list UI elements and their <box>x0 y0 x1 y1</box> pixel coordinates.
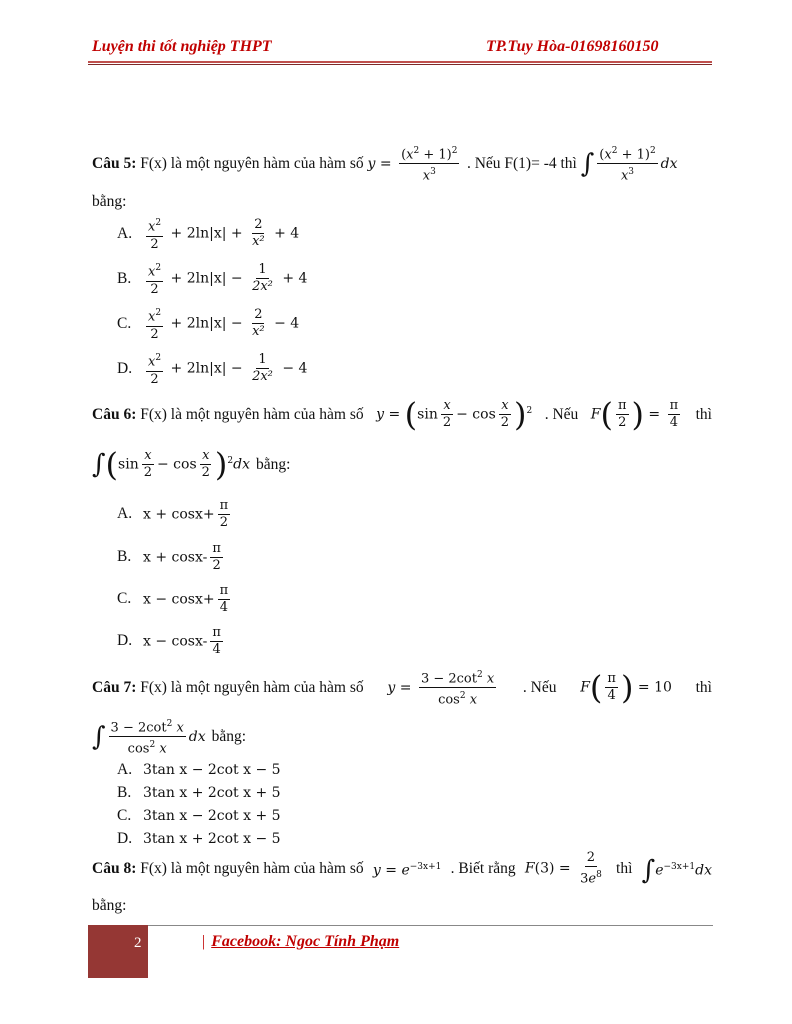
integral-formula: ∫(sin $\frac{x}{2}$ − cos $\frac{x}{2}$ )$^2$dx <box>92 445 250 484</box>
question-tail: bằng: <box>211 727 247 745</box>
function-formula: y = $\frac{3 - 2\cot^2 x}{\cos^2 x}$ <box>387 667 499 709</box>
page-header <box>92 38 712 62</box>
option-7b[interactable]: B. 3tan x + 2cot x + 5 <box>117 784 281 801</box>
question-thi: thì <box>616 859 633 877</box>
integral-formula: $\int e^{-3x+1}dx$ <box>641 855 712 886</box>
question-8 <box>92 850 712 887</box>
question-thi: thì <box>695 405 712 423</box>
function-formula: y = (sin $\frac{x}{2}$ − cos $\frac{x}{2}$ )$^2$ <box>376 395 533 434</box>
condition-formula: F( $\frac{\pi}{2}$ ) = $\frac{\pi}{4}$ <box>590 395 679 434</box>
function-formula: $y = e^{-3x+1}$ <box>372 861 442 879</box>
function-formula: y = $\frac{(x^2 + 1)^2}{x^3}$ <box>368 156 467 172</box>
question-7 <box>92 667 712 709</box>
question-tail: bằng: <box>92 897 127 914</box>
footer-divider <box>148 925 713 926</box>
page-number: 2 <box>134 935 142 951</box>
question-7-integral <box>92 716 246 758</box>
question-condition: . Biết rằng <box>450 859 516 877</box>
question-label: Câu 7: <box>92 678 137 696</box>
question-text: F(x) là một nguyên hàm của hàm số <box>140 678 364 696</box>
header-divider <box>88 61 712 63</box>
header-title: Luyện thi tốt nghiệp THPT <box>92 38 272 55</box>
question-text: F(x) là một nguyên hàm của hàm số <box>140 859 364 877</box>
question-6-integral <box>92 445 291 484</box>
question-condition: . Nếu <box>522 678 557 696</box>
question-6 <box>92 395 712 434</box>
option-7a[interactable]: A. 3tan x − 2cot x − 5 <box>117 761 281 778</box>
option-6c[interactable]: C. x − cosx+ $\frac{\pi}{4}$ <box>117 582 229 615</box>
option-7d[interactable]: D. 3tan x + 2cot x − 5 <box>117 830 281 847</box>
option-5b[interactable]: B. $\frac{x^2}{2}$ + 2ln|x| − $\frac{1}{\text{2x²}}$ + 4 <box>117 259 307 299</box>
condition-formula: F( $\frac{\pi}{4}$ ) = 10 <box>580 668 672 707</box>
footer-facebook <box>202 933 399 951</box>
question-tail: bằng: <box>92 193 127 210</box>
option-7c[interactable]: C. 3tan x − 2cot x + 5 <box>117 807 281 824</box>
question-thi: thì <box>695 678 712 696</box>
option-5c[interactable]: C. $\frac{x^2}{2}$ + 2ln|x| − $\frac{2}{\text{x²}}$ − 4 <box>117 304 299 344</box>
question-5 <box>92 143 712 185</box>
integral-formula: ∫ $\frac{3 - 2\cot^2 x}{\cos^2 x}$ dx <box>92 716 206 758</box>
question-condition: . Nếu F(1)= -4 thì <box>466 154 577 172</box>
footer-separator: | <box>202 933 206 950</box>
option-6b[interactable]: B. x + cosx- $\frac{\pi}{2}$ <box>117 540 221 573</box>
option-5d[interactable]: D. $\frac{x^2}{2}$ + 2ln|x| − $\frac{1}{\text{2x²}}$ − 4 <box>117 349 307 389</box>
question-label: Câu 8: <box>92 859 137 877</box>
facebook-link[interactable]: Facebook: Ngoc Tính Phạm <box>211 933 400 950</box>
question-text: F(x) là một nguyên hàm của hàm số <box>140 154 364 172</box>
question-label: Câu 5: <box>92 154 137 172</box>
option-6a[interactable]: A. x + cosx+ $\frac{\pi}{2}$ <box>117 497 229 530</box>
option-6d[interactable]: D. x − cosx- $\frac{\pi}{4}$ <box>117 624 221 657</box>
condition-formula: F(3) = $\frac{2}{3e^8}$ <box>524 850 602 887</box>
option-5a[interactable]: A. $\frac{x^2}{2}$ + 2ln|x| + $\frac{2}{\text{x²}}$ + 4 <box>117 214 299 254</box>
header-divider-thin <box>88 64 712 65</box>
question-condition: . Nếu <box>544 405 579 423</box>
question-text: F(x) là một nguyên hàm của hàm số <box>140 405 364 423</box>
integral-formula: ∫ $\frac{(x^2 + 1)^2}{x^3}$ dx <box>581 156 678 172</box>
header-contact: TP.Tuy Hòa-01698160150 <box>486 38 659 55</box>
question-tail: bằng: <box>256 455 291 473</box>
question-label: Câu 6: <box>92 405 137 423</box>
